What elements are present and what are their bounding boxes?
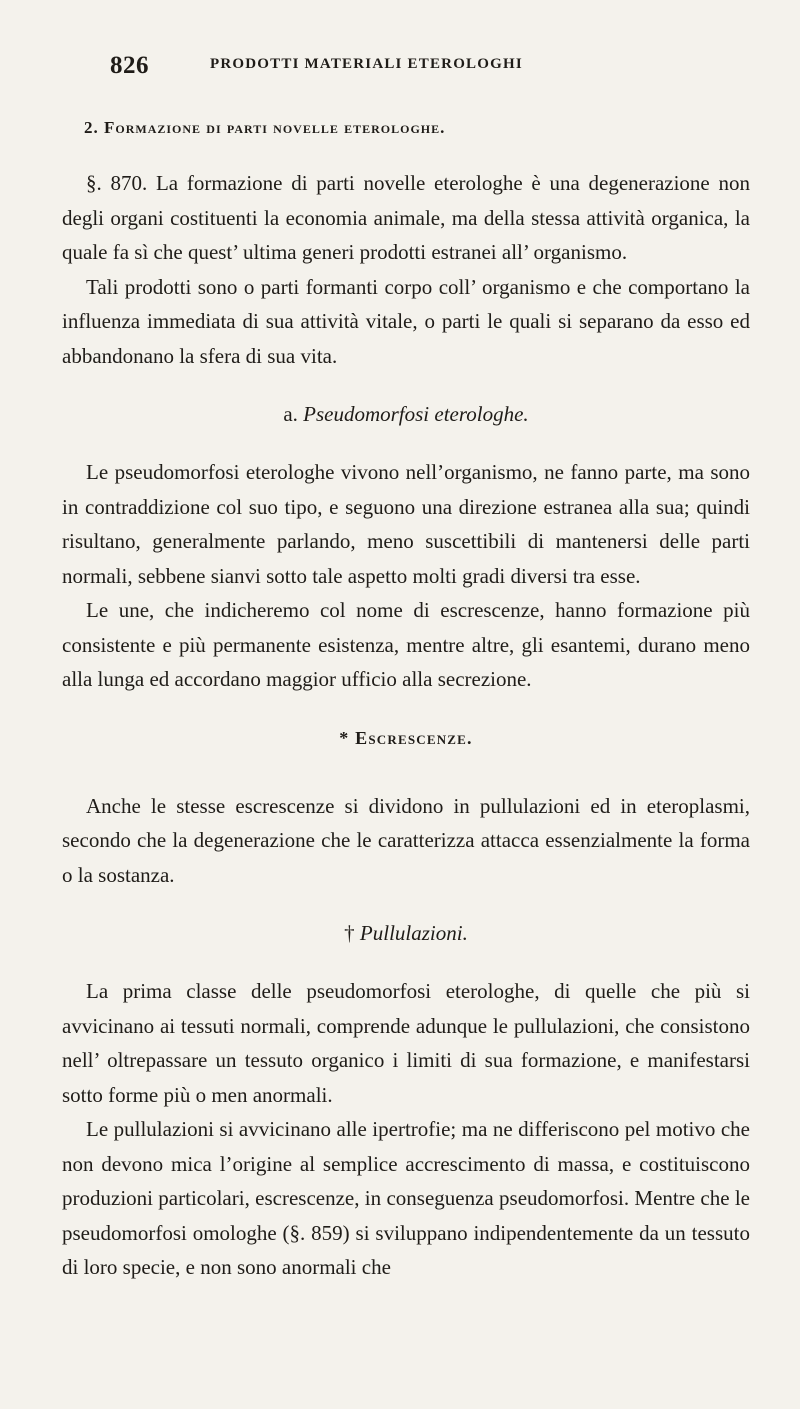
paragraph-divisione: Anche le stesse escrescenze si dividono in pullulazioni ed in eteroplasmi, secondo che la degenerazione che le caratterizza attacca essenzialmente la forma o la sostanza.: [62, 793, 750, 887]
paragraph-tali-prodotti: Tali prodotti sono o parti formanti corpo coll’ organismo e che comportano la influenza immediata di sua attività vitale, o parti le quali si separano da esso ed abbandonano la sfera di sua vita.: [62, 274, 750, 368]
paragraph-prima-classe: La prima classe delle pseudomorfosi eterologhe, di quelle che più si avvicinano ai tessuti normali, comprende adunque le pullulazioni, che consistono nell’ oltrepassare un tessuto organico i limiti di sua formazione, e manifestarsi sotto forme più o men anormali.: [62, 979, 750, 1107]
running-title: PRODOTTI MATERIALI ETEROLOGHI: [210, 56, 523, 72]
subheading-title: Pseudomorfosi eterologhe.: [303, 402, 529, 426]
dagger-mark: †: [344, 921, 355, 945]
paragraph-870: §. 870. La formazione di parti novelle eterologhe è una degenerazione non degli organi costituenti la economia animale, ma della stessa attività organica, la quale fa sì che quest’ ultima generi prodotti estranei all’ organismo.: [62, 171, 750, 264]
subheading-prefix: a.: [283, 402, 298, 426]
page-number: 826: [110, 52, 149, 79]
subheading-pseudomorfosi: [62, 399, 750, 429]
paragraph-escrescenze-esantemi: Le une, che indicheremo col nome di escrescenze, hanno formazione più consistente e più permanente esistenza, mentre altre, gli esantemi, durano meno alla lunga ed accordano maggior ufficio alla secrezione.: [62, 598, 750, 691]
subheading-escrescenze: * Escrescenze.: [339, 727, 473, 748]
running-head: [62, 52, 750, 94]
subheading-title: Pullulazioni.: [359, 921, 468, 945]
subheading-pullulazioni: [62, 918, 750, 948]
section-heading: 2. Formazione di parti novelle eterologhe.: [84, 118, 446, 137]
paragraph-ipertrofie: Le pullulazioni si avvicinano alle ipertrofie; ma ne differiscono pel motivo che non devono mica l’origine al semplice accrescimento di massa, e costituiscono produzioni particolari, escrescenze, in conseguenza pseudomorfosi. Mentre che le pseudomorfosi omologhe (§. 859) si sviluppano indipendentemente da un tessuto di loro specie, e non sono anormali che: [62, 1117, 750, 1279]
paragraph-pseudomorfosi: Le pseudomorfosi eterologhe vivono nell’organismo, ne fanno parte, ma sono in contraddizione col suo tipo, e seguono una direzione estranea alla sua; quindi risultano, generalmente parlando, meno suscettibili di mantenersi delle parti normali, sebbene sianvi sotto tale aspetto molti gradi diversi tra esse.: [62, 460, 750, 588]
